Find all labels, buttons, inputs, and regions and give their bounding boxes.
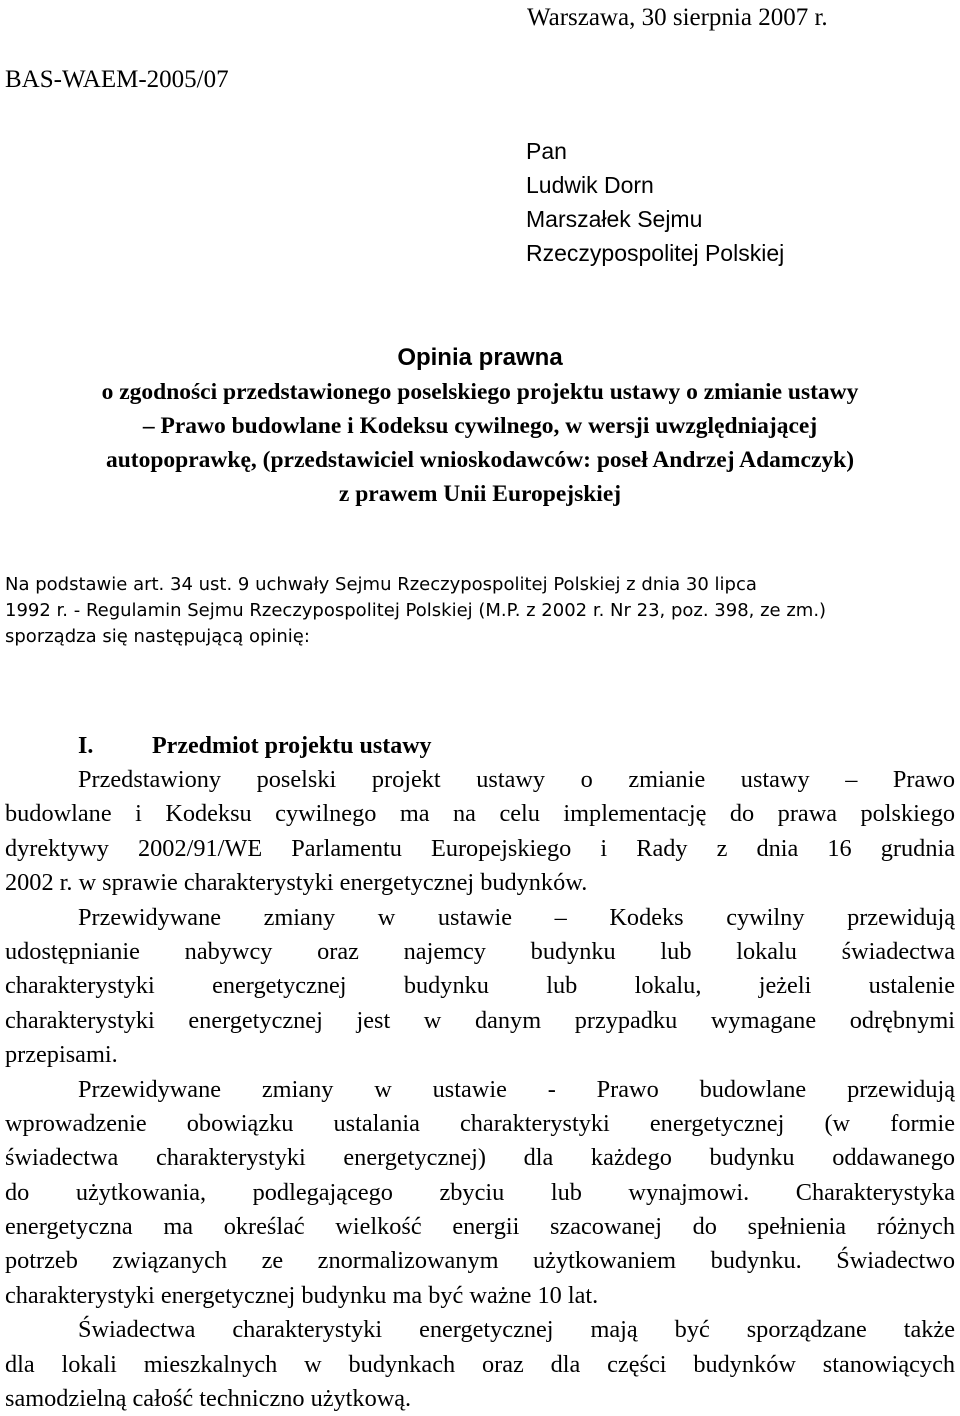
legal-basis [5, 572, 955, 650]
addressee-line: Marszałek Sejmu [526, 206, 703, 232]
body-line: samodzielną całość techniczno użytkową. [5, 1385, 412, 1413]
body-line: do użytkowania, podlegającego zbyciu lub wynajmowi. Charakterystyka [5, 1178, 955, 1206]
body-line: wprowadzenie obowiązku ustalania charakterystyki energetycznej (w formie [5, 1109, 955, 1137]
body-line: Przewidywane zmiany w ustawie – Kodeks cywilny przewidują [78, 903, 955, 931]
legal-basis-line: 1992 r. - Regulamin Sejmu Rzeczypospolitej Polskiej (M.P. z 2002 r. Nr 23, poz. 398, ze zm.) [5, 600, 827, 621]
addressee-block [526, 134, 784, 270]
body-line: udostępnianie nabywcy oraz najemcy budynku lub lokalu świadectwa [5, 937, 955, 965]
body-line: charakterystyki energetycznej budynku lub lokalu, jeżeli ustalenie [5, 972, 955, 1000]
legal-basis-line: sporządza się następującą opinię: [5, 626, 310, 647]
body-line: dla lokali mieszkalnych w budynkach oraz dla części budynków stanowiących [5, 1350, 955, 1378]
opinion-title-line: – Prawo budowlane i Kodeksu cywilnego, w wersji uwzględniającej [142, 413, 818, 439]
body-line: Przewidywane zmiany w ustawie - Prawo budowlane przewidują [78, 1075, 955, 1103]
section-heading [78, 730, 432, 762]
reference-number: BAS-WAEM-2005/07 [5, 66, 229, 93]
addressee-line: Rzeczypospolitej Polskiej [526, 240, 785, 266]
opinion-title-line: o zgodności przedstawionego poselskiego projektu ustawy o zmianie ustawy [101, 379, 859, 405]
section-title: Przedmiot projektu ustawy [152, 733, 432, 759]
addressee-line: Ludwik Dorn [526, 172, 654, 198]
body-line: dyrektywy 2002/91/WE Parlamentu Europejskiego i Rady z dnia 16 grudnia [5, 834, 955, 862]
section-number: I. [78, 733, 94, 759]
opinion-heading: Opinia prawna [397, 344, 563, 371]
body-line: charakterystyki energetycznej budynku ma być ważne 10 lat. [5, 1281, 599, 1309]
opinion-title-line: autopoprawkę, (przedstawiciel wnioskodawców: poseł Andrzej Adamczyk) [105, 447, 855, 473]
legal-basis-line: Na podstawie art. 34 ust. 9 uchwały Sejmu Rzeczypospolitej Polskiej z dnia 30 lipca [5, 574, 757, 595]
body-line: 2002 r. w sprawie charakterystyki energetycznej budynków. [5, 869, 588, 897]
addressee-line: Pan [526, 138, 567, 164]
opinion-title-line: z prawem Unii Europejskiej [338, 481, 622, 507]
body-line: świadectwa charakterystyki energetycznej) dla każdego budynku oddawanego [5, 1144, 955, 1172]
section-body [5, 763, 955, 1416]
body-line: Przedstawiony poselski projekt ustawy o zmianie ustawy – Prawo [78, 766, 955, 793]
body-line: budowlane i Kodeksu cywilnego ma na celu implementację do prawa polskiego [5, 800, 955, 828]
body-line: przepisami. [5, 1041, 118, 1069]
body-line: energetyczna ma określać wielkość energii szacowanej do spełnienia różnych [5, 1213, 955, 1241]
body-line: charakterystyki energetycznej jest w danym przypadku wymagane odrębnymi [5, 1006, 955, 1034]
body-line: potrzeb związanych ze znormalizowanym użytkowaniem budynku. Świadectwo [5, 1247, 955, 1275]
document-date: Warszawa, 30 sierpnia 2007 r. [527, 4, 828, 31]
opinion-title [0, 341, 960, 511]
body-line: Świadectwa charakterystyki energetycznej mają być sporządzane także [78, 1316, 955, 1344]
